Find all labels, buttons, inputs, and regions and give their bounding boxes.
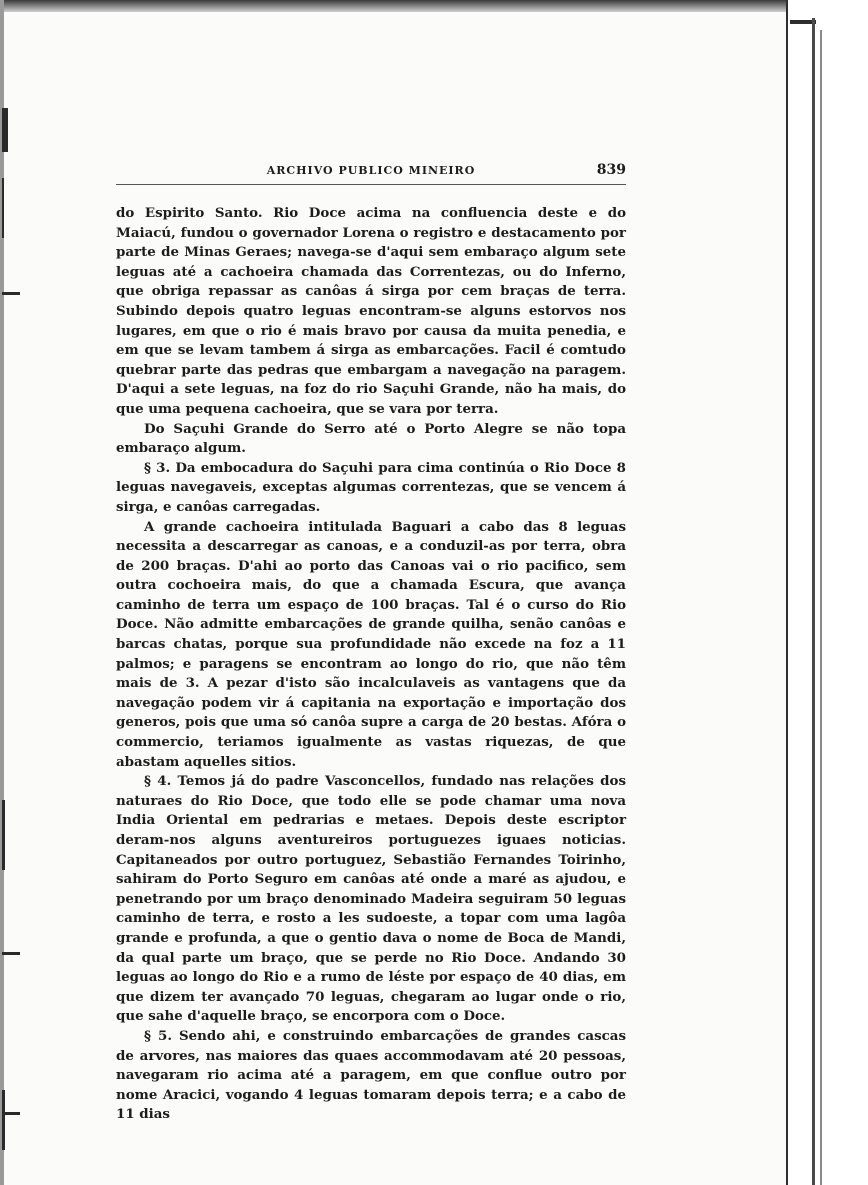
paragraph: A grande cachoeira intitulada Baguari a cabo das 8 leguas necessita a descarregar as canoas, e a conduzil-as por terra, obra de 200 braças. D'ahi ao porto das Canoas vai o rio pacifico, sem outra cochoeira mais, do que a chamada Escura, que avança caminho de terra um espaço de 100 braças. Tal é o curso do Rio Doce. Não admitte embarcações de grande quilha, senão canôas e barcas chatas, porque sua profundidade não excede na foz a 11 palmos; e paragens se encontram ao longo do rio, que não têm mais de 3. A pezar d'isto são incalculaveis as vantagens que da navegação podem vir á capitania na exportação e importação dos generos, pois que uma só canôa supre a carga de 20 bestas. Afóra o commercio, teriamos igualmente as vastas riquezas, de que abastam aquelles sitios.: [116, 518, 626, 770]
scan-line: [820, 30, 822, 1185]
scan-mark: [2, 1090, 5, 1150]
scan-mark: [2, 1112, 20, 1115]
page-number: 839: [596, 162, 626, 178]
paragraph: § 5. Sendo ahi, e construindo embarcações de grandes cascas de arvores, nas maiores das quaes accommodavam até 20 pessoas, navegaram rio acima até a paragem, em que conflue outro por nome Aracici, vogando 4 leguas tomaram depois terra; e a cabo de 11 dias: [116, 1027, 626, 1123]
adjacent-page-edge: [786, 0, 868, 1185]
running-header: [116, 160, 626, 182]
paragraph: § 3. Da embocadura do Saçuhi para cima continúa o Rio Doce 8 leguas navegaveis, exceptas algumas correntezas, que se vencem á sirga, e canôas carregadas.: [116, 459, 626, 515]
paragraph: do Espirito Santo. Rio Doce acima na confluencia deste e do Maiacú, fundou o governador Lorena o registro e destacamento por parte de Minas Geraes; navega-se d'aqui sem embaraço algum sete leguas até a cachoeira chamada das Correntezas, ou do Inferno, que obriga repassar as canôas á sirga por cem braças de terra. Subindo depois quatro leguas encontram-se alguns estorvos nos lugares, em que o rio é mais bravo por causa da muita penedia, e em que se levam tambem á sirga as embarcações. Facil é comtudo quebrar parte das pedras que embargam a navegação na paragem. D'aqui a sete leguas, na foz do rio Saçuhi Grande, não ha mais, do que uma pequena cachoeira, que se vara por terra.: [116, 205, 626, 417]
body-text: [116, 204, 626, 1125]
paragraph: § 4. Temos já do padre Vasconcellos, fundado nas relações dos naturaes do Rio Doce, que todo elle se pode chamar uma nova India Oriental em pedrarias e metaes. Depois deste escriptor deram-nos alguns aventureiros portuguezes iguaes noticias. Capitaneados por outro portuguez, Sebastião Fernandes Toirinho, sahiram do Porto Seguro em canôas até onde a maré as ajudou, e penetrando por um braço denominado Madeira seguiram 50 leguas caminho de terra, e rosto a les sudoeste, a topar com uma lagôa grande e profunda, a que o gentio dava o nome de Boca de Mandi, da qual parte um braço, que se perde no Rio Doce. Andando 30 leguas ao longo do Rio e a rumo de léste por espaço de 40 dias, em que dizem ter avançado 70 leguas, chegaram ao lugar onde o rio, que sahe d'aquelle braço, se encorpora com o Doce.: [116, 773, 626, 1025]
scan-mark: [2, 952, 20, 955]
scan-top-border: [0, 0, 868, 12]
scan-mark: [2, 178, 4, 238]
paragraph: Do Saçuhi Grande do Serro até o Porto Alegre se não topa embaraço algum.: [116, 420, 626, 457]
header-rule: [116, 184, 626, 185]
scan-mark: [2, 108, 8, 152]
scan-line: [812, 18, 815, 1185]
scan-mark: [2, 800, 5, 870]
scan-mark: [2, 292, 20, 295]
header-title: ARCHIVO PUBLICO MINEIRO: [266, 164, 476, 177]
